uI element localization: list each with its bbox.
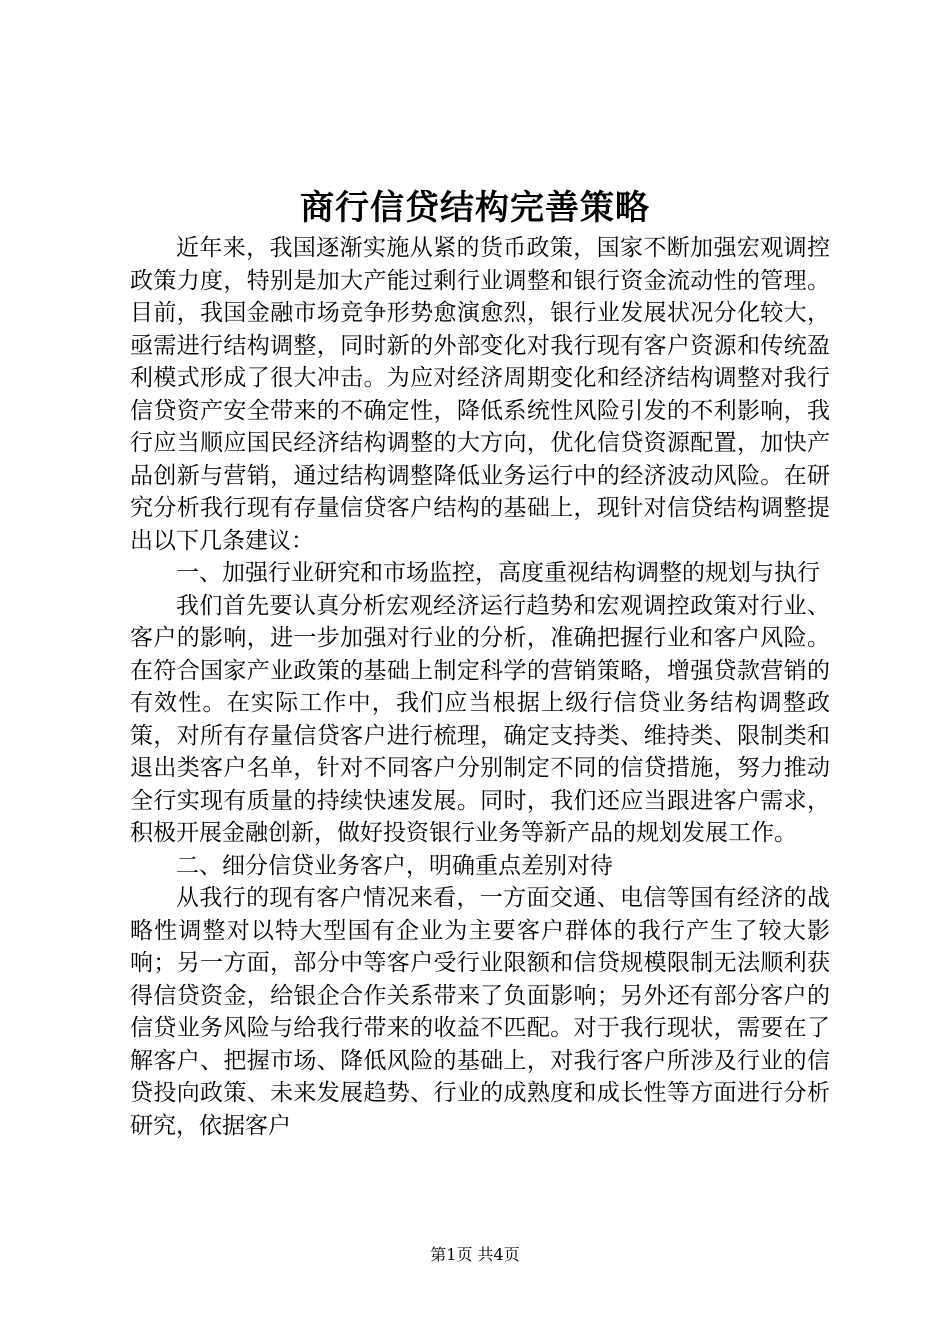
section-heading-1: 一、加强行业研究和市场监控，高度重视结构调整的规划与执行: [176, 560, 820, 586]
document-body: [130, 232, 830, 1142]
page-number-footer: 第1页 共4页: [430, 1245, 520, 1264]
section-heading-2: 二、细分信贷业务客户，明确重点差别对待: [176, 852, 613, 879]
page-title: 商行信贷结构完善策略: [300, 188, 650, 228]
paragraph-section-1: 我们首先要认真分析宏观经济运行趋势和宏观调控政策对行业、客户的影响，进一步加强对行业的分析，准确把握行业和客户风险。在符合国家产业政策的基础上制定科学的营销策略，增强贷款营销的有效性。在实际工作中，我们应当根据上级行信贷业务结构调整政策，对所有存量信贷客户进行梳理，确定支持类、维持类、限制类和退出类客户名单，针对不同客户分别制定不同的信贷措施，努力推动全行实现有质量的持续快速发展。同时，我们还应当跟进客户需求，积极开展金融创新，做好投资银行业务等新产品的规划发展工作。: [130, 592, 830, 846]
paragraph-intro: 近年来，我国逐渐实施从紧的货币政策，国家不断加强宏观调控政策力度，特别是加大产能过剩行业调整和银行资金流动性的管理。目前，我国金融市场竞争形势愈演愈烈，银行业发展状况分化较大，亟需进行结构调整，同时新的外部变化对我行现有客户资源和传统盈利模式形成了很大冲击。为应对经济周期变化和经济结构调整对我行信贷资产安全带来的不确定性，降低系统性风险引发的不利影响，我行应当顺应国民经济结构调整的大方向，优化信贷资源配置，加快产品创新与营销，通过结构调整降低业务运行中的经济波动风险。在研究分析我行现有存量信贷客户结构的基础上，现针对信贷结构调整提出以下几条建议：: [130, 235, 830, 554]
paragraph-section-2: 从我行的现有客户情况来看，一方面交通、电信等国有经济的战略性调整对以特大型国有企业为主要客户群体的我行产生了较大影响；另一方面，部分中等客户受行业限额和信贷规模限制无法顺利获得信贷资金，给银企合作关系带来了负面影响；另外还有部分客户的信贷业务风险与给我行带来的收益不匹配。对于我行现状，需要在了解客户、把握市场、降低风险的基础上，对我行客户所涉及行业的信贷投向政策、未来发展趋势、行业的成熟度和成长性等方面进行分析研究，依据客户: [130, 885, 830, 1139]
